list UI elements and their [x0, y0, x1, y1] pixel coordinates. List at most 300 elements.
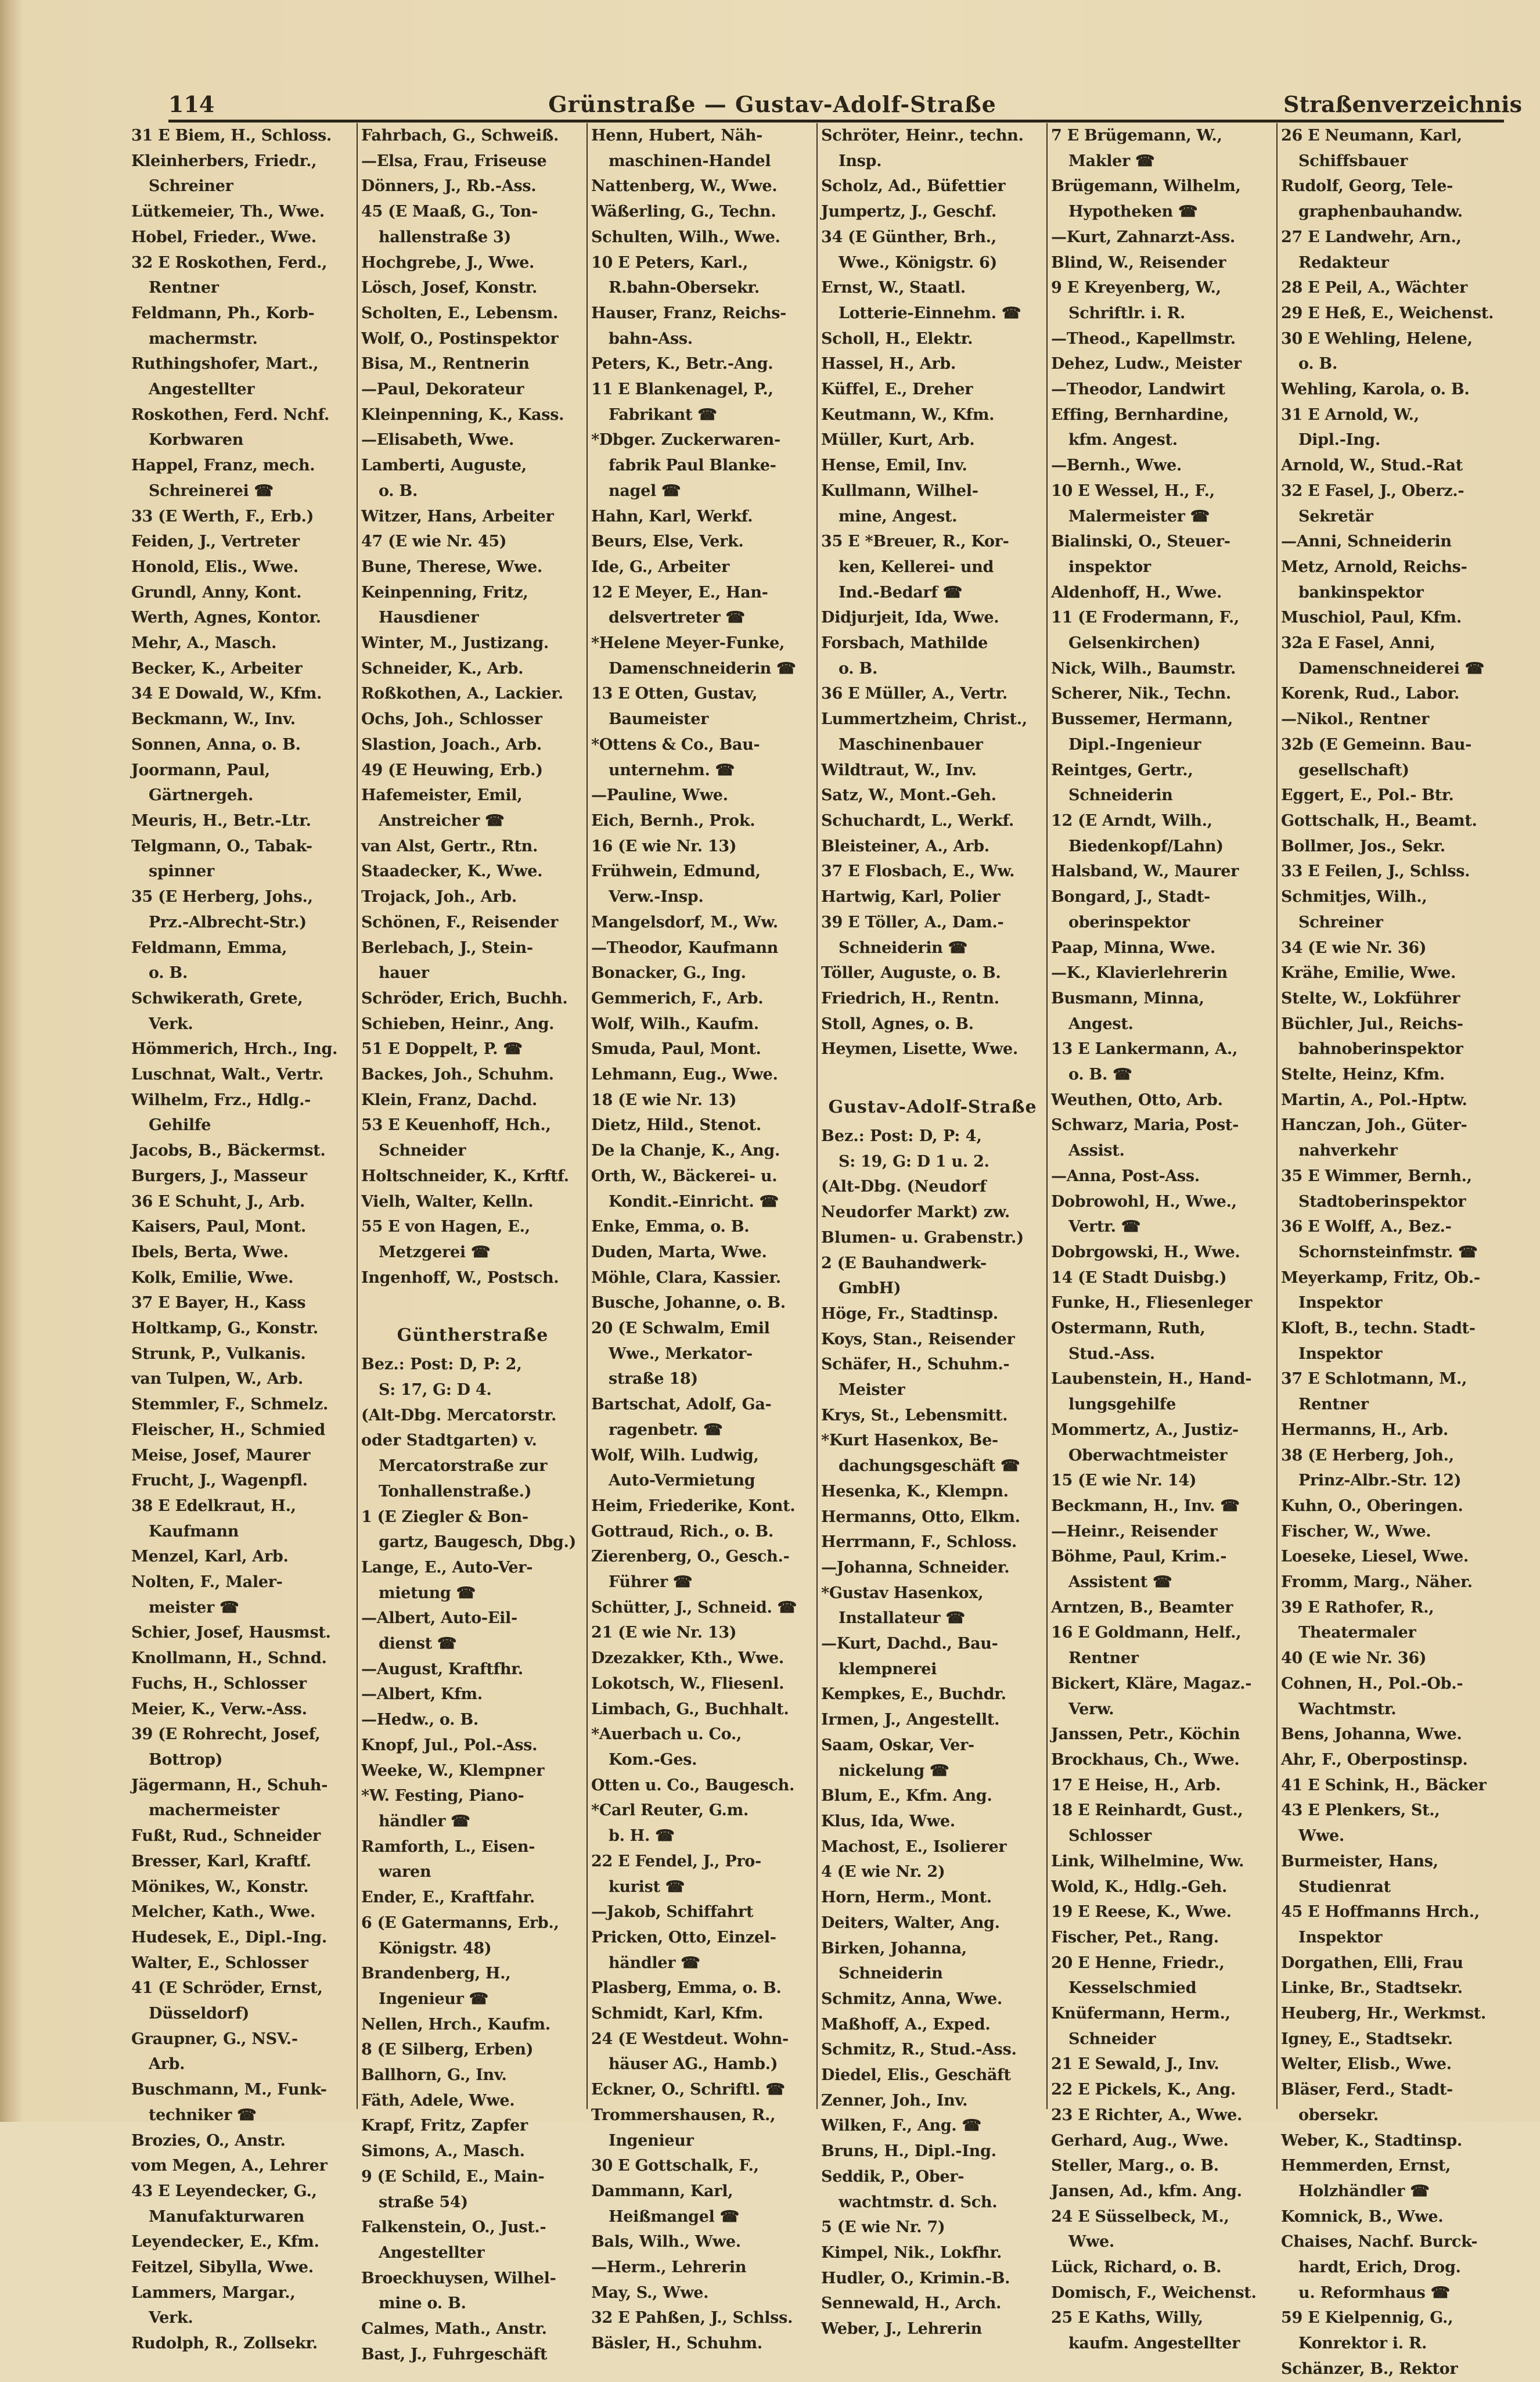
directory-entry: Wwe.	[1298, 1827, 1344, 1845]
directory-entry: 23 E Richter, A., Wwe.	[1051, 2106, 1243, 2124]
directory-entry: Fleischer, H., Schmied	[131, 1420, 325, 1439]
directory-entry: Berlebach, J., Stein-	[361, 938, 533, 957]
directory-entry: Bune, Therese, Wwe.	[361, 557, 542, 576]
directory-entry: Schröder, Erich, Buchh.	[361, 989, 568, 1008]
directory-entry: 17 E Heise, H., Arb.	[1051, 1776, 1221, 1794]
directory-entry: 1 (E Ziegler & Bon-	[361, 1507, 528, 1526]
directory-entry: 39 E Rathofer, R.,	[1281, 1598, 1434, 1617]
directory-entry: Krähe, Emilie, Wwe.	[1281, 964, 1456, 983]
directory-entry: Weber, K., Stadtinsp.	[1281, 2131, 1462, 2150]
directory-entry: inspektor	[1068, 557, 1151, 576]
directory-entry: Sennewald, H., Arch.	[821, 2294, 1002, 2313]
directory-entry: Stelte, Heinz, Kfm.	[1281, 1066, 1445, 1084]
directory-entry: Stadtoberinspektor	[1298, 1192, 1466, 1211]
directory-entry: —Heinr., Reisender	[1051, 1522, 1218, 1541]
directory-entry: Zenner, Joh., Inv.	[821, 2091, 968, 2110]
directory-entry: Chaises, Nachf. Burck-	[1281, 2233, 1478, 2251]
street-info-line: Neudorfer Markt) zw.	[821, 1203, 1010, 1222]
directory-entry: Dobrowohl, H., Wwe.,	[1051, 1192, 1237, 1211]
directory-entry: 31 E Biem, H., Schloss.	[131, 127, 332, 145]
directory-entry: 37 E Schlotmann, M.,	[1281, 1370, 1467, 1388]
directory-entry: Schneiderin ☎	[839, 938, 967, 957]
directory-entry: 30 E Gottschalk, F.,	[591, 2157, 759, 2175]
directory-entry: —Theodor, Landwirt	[1051, 380, 1225, 399]
directory-entry: Baumeister	[609, 710, 709, 729]
directory-entry: Ostermann, Ruth,	[1051, 1319, 1206, 1338]
directory-entry: Schwarz, Maria, Post-	[1051, 1116, 1239, 1135]
directory-entry: —K., Klavierlehrerin	[1051, 964, 1228, 983]
directory-entry: Hausdiener	[379, 609, 479, 627]
directory-entry: Ingenhoff, W., Postsch.	[361, 1268, 559, 1287]
directory-entry: GmbH)	[839, 1279, 901, 1298]
directory-entry: Kullmann, Wilhel-	[821, 481, 978, 500]
directory-column	[818, 123, 1048, 2338]
directory-entry: Krapf, Fritz, Zapfer	[361, 2117, 528, 2135]
directory-columns	[128, 123, 1510, 2378]
directory-entry: —Elsa, Frau, Friseuse	[361, 152, 547, 170]
directory-entry: Janssen, Petr., Köchin	[1051, 1725, 1240, 1744]
directory-entry: Oberwachtmeister	[1068, 1446, 1228, 1465]
directory-entry: Böhme, Paul, Krim.-	[1051, 1548, 1227, 1566]
directory-entry: 49 (E Heuwing, Erb.)	[361, 761, 543, 779]
directory-entry: 22 E Pickels, K., Ang.	[1051, 2081, 1236, 2099]
directory-entry: Mangelsdorf, M., Ww.	[591, 913, 778, 931]
directory-entry: Plasberg, Emma, o. B.	[591, 1979, 782, 1998]
directory-entry: Feitzel, Sibylla, Wwe.	[131, 2258, 314, 2277]
directory-entry: Martin, A., Pol.-Hptw.	[1281, 1091, 1467, 1109]
directory-entry: Assistent ☎	[1068, 1573, 1172, 1592]
directory-entry: Heim, Friederike, Kont.	[591, 1496, 796, 1515]
directory-entry: 22 E Fendel, J., Pro-	[591, 1852, 761, 1870]
directory-entry: nahverkehr	[1298, 1142, 1398, 1160]
directory-entry: Lütkemeier, Th., Wwe.	[131, 203, 325, 221]
directory-entry: Kaisers, Paul, Mont.	[131, 1218, 306, 1236]
directory-entry: Schäfer, H., Schuhm.-	[821, 1355, 1010, 1374]
directory-entry: —Theodor, Kaufmann	[591, 938, 778, 957]
directory-entry: Gärtnergeh.	[149, 786, 254, 805]
directory-entry: 32b (E Gemeinn. Bau-	[1281, 735, 1472, 754]
directory-entry: 33 (E Werth, F., Erb.)	[131, 507, 314, 526]
directory-entry: spinner	[149, 862, 214, 881]
directory-entry: Happel, Franz, mech.	[131, 456, 315, 475]
directory-entry: —Herm., Lehrerin	[591, 2258, 747, 2277]
directory-entry: Falkenstein, O., Just.-	[361, 2218, 546, 2237]
directory-entry: Wolf, Wilh. Ludwig,	[591, 1446, 759, 1465]
directory-entry: Maschinenbauer	[839, 735, 983, 754]
directory-entry: Lammers, Margar.,	[131, 2283, 296, 2302]
directory-entry: Höge, Fr., Stadtinsp.	[821, 1304, 998, 1323]
directory-entry: Hudler, O., Krimin.-B.	[821, 2269, 1010, 2287]
directory-entry: Meuris, H., Betr.-Ltr.	[131, 811, 311, 830]
directory-entry: Wilhelm, Frz., Hdlg.-	[131, 1091, 311, 1109]
directory-entry: Peters, K., Betr.-Ang.	[591, 355, 773, 373]
directory-entry: Kondit.-Einricht. ☎	[609, 1192, 779, 1211]
directory-entry: Jacobs, B., Bäckermst.	[131, 1142, 326, 1160]
directory-entry: 41 E Schink, H., Bäcker	[1281, 1776, 1487, 1794]
directory-entry: händler ☎	[379, 1812, 470, 1830]
directory-entry: Düsseldorf)	[149, 2005, 250, 2023]
street-info-line: Blumen- u. Grabenstr.)	[821, 1228, 1024, 1247]
directory-entry: Maßhoff, A., Exped.	[821, 2015, 991, 2034]
directory-entry: Paap, Minna, Wwe.	[1051, 938, 1215, 957]
directory-entry: kurist ☎	[609, 1877, 685, 1896]
directory-entry: Ahr, F., Oberpostinsp.	[1281, 1751, 1468, 1769]
directory-entry: 32 E Roskothen, Ferd.,	[131, 253, 328, 272]
directory-entry: Lamberti, Auguste,	[361, 456, 527, 475]
directory-entry: Meier, K., Verw.-Ass.	[131, 1700, 307, 1718]
directory-entry: Hauser, Franz, Reichs-	[591, 304, 787, 322]
directory-entry: 13 E Otten, Gustav,	[591, 685, 758, 703]
directory-entry: Installateur ☎	[839, 1609, 965, 1628]
directory-entry: van Tulpen, W., Arb.	[131, 1370, 303, 1388]
directory-entry: Hahn, Karl, Werkf.	[591, 507, 753, 526]
directory-entry: Scherer, Nik., Techn.	[1051, 685, 1232, 703]
directory-entry: 39 (E Rohrecht, Josef,	[131, 1725, 321, 1744]
directory-entry: Möhle, Clara, Kassier.	[591, 1268, 781, 1287]
directory-entry: Kloft, B., techn. Stadt-	[1281, 1319, 1476, 1338]
directory-entry: ragenbetr. ☎	[609, 1420, 723, 1439]
directory-entry: Trommershausen, R.,	[591, 2106, 776, 2124]
directory-entry: 33 E Feilen, J., Schlss.	[1281, 862, 1470, 881]
directory-entry: Schier, Josef, Hausmst.	[131, 1624, 331, 1642]
directory-entry: mietung ☎	[379, 1584, 476, 1602]
directory-entry: Wachtmstr.	[1298, 1700, 1397, 1718]
directory-entry: Auto-Vermietung	[609, 1471, 755, 1490]
directory-entry: Fuchs, H., Schlosser	[131, 1674, 307, 1693]
directory-entry: Schornsteinfmstr. ☎	[1298, 1243, 1478, 1261]
directory-entry: *Dbger. Zuckerwaren-	[591, 431, 780, 449]
directory-entry: bahn-Ass.	[609, 329, 693, 348]
directory-entry: 24 E Süsselbeck, M.,	[1051, 2207, 1229, 2226]
directory-entry: kaufm. Angestellter	[1068, 2334, 1240, 2353]
directory-entry: techniker ☎	[149, 2106, 257, 2124]
directory-entry: Kesselschmied	[1068, 1979, 1197, 1998]
directory-entry: Lehmann, Eug., Wwe.	[591, 1066, 778, 1084]
directory-entry: Kuhn, O., Oberingen.	[1281, 1496, 1463, 1515]
directory-entry: Loeseke, Liesel, Wwe.	[1281, 1548, 1469, 1566]
directory-entry: Büchler, Jul., Reichs-	[1281, 1014, 1463, 1033]
directory-entry: 34 E Dowald, W., Kfm.	[131, 685, 322, 703]
directory-entry: Arnold, W., Stud.-Rat	[1281, 456, 1463, 475]
directory-entry: maschinen-Handel	[609, 152, 771, 170]
spacer	[821, 1062, 1044, 1080]
spacer	[361, 1290, 584, 1308]
directory-entry: Link, Wilhelmine, Ww.	[1051, 1852, 1244, 1870]
street-info-line: (Alt-Dbg. (Neudorf	[821, 1178, 987, 1196]
page-header	[168, 85, 1523, 123]
directory-entry: Brozies, O., Anstr.	[131, 2131, 286, 2150]
directory-entry: Melcher, Kath., Wwe.	[131, 1903, 316, 1922]
page-number: 114	[168, 91, 215, 117]
directory-entry: 4 (E wie Nr. 2)	[821, 1863, 945, 1881]
directory-entry: 6 (E Gatermanns, Erb.,	[361, 1913, 559, 1932]
directory-entry: 36 E Wolff, A., Bez.-	[1281, 1218, 1452, 1236]
directory-entry: Manufakturwaren	[149, 2207, 305, 2226]
directory-entry: van Alst, Gertr., Rtn.	[361, 837, 538, 855]
directory-entry: Mehr, A., Masch.	[131, 634, 277, 653]
directory-entry: 37 E Bayer, H., Kass	[131, 1294, 306, 1312]
directory-entry: Werth, Agnes, Kontor.	[131, 609, 321, 627]
directory-entry: Schlosser	[1068, 1827, 1152, 1845]
directory-entry: Schreinerei ☎	[149, 481, 274, 500]
directory-entry: 35 (E Herberg, Johs.,	[131, 888, 313, 906]
directory-entry: —Paul, Dekorateur	[361, 380, 524, 399]
directory-column	[128, 123, 358, 2353]
directory-entry: —Theod., Kapellmstr.	[1051, 329, 1236, 348]
directory-entry: Bläser, Ferd., Stadt-	[1281, 2081, 1453, 2099]
directory-entry: Schneider	[1068, 2030, 1156, 2048]
directory-entry: Scholten, E., Lebensm.	[361, 304, 559, 322]
directory-entry: Kom.-Ges.	[609, 1751, 697, 1769]
directory-entry: Schmitz, Anna, Wwe.	[821, 1989, 1002, 2008]
directory-entry: Funke, H., Fliesenleger	[1051, 1294, 1253, 1312]
directory-entry: Bleisteiner, A., Arb.	[821, 837, 990, 855]
directory-entry: Korenk, Rud., Labor.	[1281, 685, 1460, 703]
directory-entry: Enke, Emma, o. B.	[591, 1218, 750, 1236]
directory-entry: delsvertreter ☎	[609, 609, 745, 627]
directory-entry: 43 E Plenkers, St.,	[1281, 1801, 1440, 1820]
directory-entry: Ballhorn, G., Inv.	[361, 2066, 507, 2085]
directory-entry: machermeister	[149, 1801, 279, 1820]
directory-entry: Inspektor	[1298, 1294, 1383, 1312]
directory-entry: Lummertzheim, Christ.,	[821, 710, 1027, 729]
directory-entry: Rudolph, R., Zollsekr.	[131, 2334, 318, 2353]
directory-entry: o. B.	[839, 659, 878, 678]
directory-entry: Meister	[839, 1381, 905, 1399]
directory-entry: Schmidt, Karl, Kfm.	[591, 2005, 764, 2023]
directory-entry: Hanczan, Joh., Güter-	[1281, 1116, 1467, 1135]
directory-entry: Pricken, Otto, Einzel-	[591, 1928, 776, 1946]
directory-entry: Dobrgowski, H., Wwe.	[1051, 1243, 1240, 1261]
directory-entry: 28 E Peil, A., Wächter	[1281, 279, 1467, 297]
directory-entry: Hesenka, K., Klempn.	[821, 1482, 1009, 1501]
directory-entry: Damenschneiderin ☎	[609, 659, 796, 678]
directory-entry: 2 (E Bauhandwerk-	[821, 1254, 987, 1272]
directory-entry: Arntzen, B., Beamter	[1051, 1598, 1233, 1617]
directory-entry: Effing, Bernhardine,	[1051, 405, 1229, 424]
directory-entry: Didjurjeit, Ida, Wwe.	[821, 609, 999, 627]
directory-entry: Zierenberg, O., Gesch.-	[591, 1548, 790, 1566]
directory-entry: Simons, A., Masch.	[361, 2142, 525, 2161]
directory-entry: Bens, Johanna, Wwe.	[1281, 1725, 1462, 1744]
section-title: Straßenverzeichnis	[1283, 91, 1523, 117]
directory-entry: Witzer, Hans, Arbeiter	[361, 507, 554, 526]
directory-entry: oberinspektor	[1068, 913, 1190, 931]
directory-entry: Wwe., Königstr. 6)	[839, 253, 997, 272]
directory-entry: Ingenieur	[609, 2131, 694, 2150]
directory-entry: Bialinski, O., Steuer-	[1051, 532, 1230, 551]
directory-entry: Gottschalk, H., Beamt.	[1281, 811, 1477, 830]
directory-entry: fabrik Paul Blanke-	[609, 456, 776, 475]
directory-entry: 12 (E Arndt, Wilh.,	[1051, 811, 1212, 830]
directory-entry: 18 E Reinhardt, Gust.,	[1051, 1801, 1243, 1820]
directory-entry: —August, Kraftfhr.	[361, 1660, 523, 1678]
directory-entry: 40 (E wie Nr. 36)	[1281, 1649, 1427, 1668]
directory-entry: Hochgrebe, J., Wwe.	[361, 253, 535, 272]
directory-entry: Klein, Franz, Dachd.	[361, 1091, 538, 1109]
directory-entry: Koys, Stan., Reisender	[821, 1330, 1015, 1348]
directory-entry: Dammann, Karl,	[591, 2182, 733, 2200]
directory-entry: Saam, Oskar, Ver-	[821, 1736, 974, 1754]
directory-entry: Holtkamp, G., Konstr.	[131, 1319, 319, 1338]
directory-entry: 20 E Henne, Friedr.,	[1051, 1953, 1225, 1972]
directory-entry: Kaufmann	[149, 1522, 239, 1541]
directory-entry: Mönikes, W., Konstr.	[131, 1877, 309, 1896]
directory-entry: Eckner, O., Schriftl. ☎	[591, 2081, 785, 2099]
directory-entry: Backes, Joh., Schuhm.	[361, 1066, 554, 1084]
directory-entry: Bonacker, G., Ing.	[591, 964, 746, 983]
directory-entry: 10 E Peters, Karl.,	[591, 253, 749, 272]
directory-entry: bankinspektor	[1298, 583, 1424, 602]
directory-entry: Luschnat, Walt., Vertr.	[131, 1066, 324, 1084]
directory-entry: 39 E Töller, A., Dam.-	[821, 913, 1004, 931]
directory-entry: Gerhard, Aug., Wwe.	[1051, 2131, 1229, 2150]
directory-entry: Leyendecker, E., Kfm.	[131, 2233, 319, 2251]
directory-entry: —Kurt, Dachd., Bau-	[821, 1635, 998, 1653]
directory-entry: Gottraud, Rich., o. B.	[591, 1522, 773, 1541]
directory-entry: 8 (E Silberg, Erben)	[361, 2041, 534, 2059]
directory-entry: Schwikerath, Grete,	[131, 989, 303, 1008]
directory-column	[588, 123, 818, 2353]
directory-entry: —Jakob, Schiffahrt	[591, 1903, 754, 1922]
directory-entry: Roßkothen, A., Lackier.	[361, 685, 563, 703]
directory-entry: 37 E Flosbach, E., Ww.	[821, 862, 1015, 881]
directory-entry: 24 (E Westdeut. Wohn-	[591, 2030, 789, 2048]
directory-entry: Jansen, Ad., kfm. Ang.	[1051, 2182, 1242, 2200]
directory-entry: Assist.	[1068, 1142, 1125, 1160]
directory-entry: b. H. ☎	[609, 1827, 675, 1845]
directory-entry: Korbwaren	[149, 431, 244, 449]
directory-entry: Bartschat, Adolf, Ga-	[591, 1395, 772, 1414]
directory-entry: 36 E Schuht, J., Arb.	[131, 1192, 305, 1211]
directory-entry: Meise, Josef, Maurer	[131, 1446, 311, 1465]
directory-entry: 9 E Kreyenberg, W.,	[1051, 279, 1221, 297]
directory-entry: Nolten, F., Maler-	[131, 1573, 283, 1592]
directory-entry: lungsgehilfe	[1068, 1395, 1176, 1414]
directory-entry: Irmen, J., Angestellt.	[821, 1711, 1000, 1729]
directory-entry: Laubenstein, H., Hand-	[1051, 1370, 1252, 1388]
directory-entry: Gehilfe	[149, 1116, 211, 1135]
directory-entry: dienst ☎	[379, 1635, 457, 1653]
directory-entry: Busmann, Minna,	[1051, 989, 1204, 1008]
directory-entry: Hypotheken ☎	[1068, 203, 1198, 221]
directory-entry: Brandenberg, H.,	[361, 1964, 511, 1983]
directory-entry: Gelsenkirchen)	[1068, 634, 1201, 653]
directory-entry: kfm. Angest.	[1068, 431, 1178, 449]
directory-entry: Hermanns, Otto, Elkm.	[821, 1507, 1020, 1526]
directory-entry: Schönen, F., Reisender	[361, 913, 559, 931]
street-heading: Güntherstraße	[397, 1325, 549, 1346]
directory-entry: Ingenieur ☎	[379, 1989, 488, 2008]
directory-entry: Knollmann, H., Schnd.	[131, 1649, 327, 1668]
directory-entry: Heißmangel ☎	[609, 2207, 739, 2226]
directory-entry: Rudolf, Georg, Tele-	[1281, 177, 1453, 196]
directory-entry: Hobel, Frieder., Wwe.	[131, 228, 316, 246]
directory-entry: 55 E von Hagen, E.,	[361, 1218, 530, 1236]
directory-entry: gartz, Baugesch, Dbg.)	[379, 1533, 577, 1552]
directory-entry: Weeke, W., Klempner	[361, 1761, 545, 1780]
directory-entry: Nellen, Hrch., Kaufm.	[361, 2015, 550, 2034]
directory-entry: Burmeister, Hans,	[1281, 1852, 1438, 1870]
directory-entry: 32a E Fasel, Anni,	[1281, 634, 1435, 653]
directory-entry: 32 E Pahßen, J., Schlss.	[591, 2309, 793, 2327]
directory-entry: Schreiner	[149, 177, 233, 196]
directory-entry: 11 E Blankenagel, P.,	[591, 380, 773, 399]
directory-entry: 5 (E wie Nr. 7)	[821, 2218, 945, 2237]
directory-entry: hallenstraße 3)	[379, 228, 511, 246]
directory-entry: Sonnen, Anna, o. B.	[131, 735, 301, 754]
directory-entry: Calmes, Math., Anstr.	[361, 2320, 547, 2338]
directory-entry: 20 (E Schwalm, Emil	[591, 1319, 770, 1338]
directory-entry: 11 (E Frodermann, F.,	[1051, 609, 1240, 627]
directory-entry: Telgmann, O., Tabak-	[131, 837, 312, 855]
directory-entry: Brügemann, Wilhelm,	[1051, 177, 1241, 196]
directory-entry: —Nikol., Rentner	[1281, 710, 1430, 729]
directory-entry: Damenschneiderei ☎	[1298, 659, 1484, 678]
directory-entry: dachungsgeschäft ☎	[839, 1457, 1020, 1476]
directory-entry: Stelte, W., Lokführer	[1281, 989, 1460, 1008]
directory-entry: Cohnen, H., Pol.-Ob.-	[1281, 1674, 1463, 1693]
directory-entry: 7 E Brügemann, W.,	[1051, 127, 1222, 145]
directory-entry: Jägermann, H., Schuh-	[131, 1776, 328, 1794]
directory-entry: 38 E Edelkraut, H.,	[131, 1496, 296, 1515]
directory-entry: Lotterie-Einnehm. ☎	[839, 304, 1021, 322]
directory-entry: Schreiner	[1298, 913, 1383, 931]
directory-entry: Honold, Elis., Wwe.	[131, 557, 299, 576]
directory-entry: Keinpenning, Fritz,	[361, 583, 528, 602]
directory-entry: May, S., Wwe.	[591, 2283, 709, 2302]
directory-entry: 45 E Hoffmanns Hrch.,	[1281, 1903, 1480, 1922]
directory-entry: Becker, K., Arbeiter	[131, 659, 303, 678]
directory-entry: Duden, Marta, Wwe.	[591, 1243, 767, 1261]
directory-entry: Friedrich, H., Rentn.	[821, 989, 999, 1008]
directory-entry: Mommertz, A., Justiz-	[1051, 1420, 1239, 1439]
directory-entry: *Carl Reuter, G.m.	[591, 1801, 749, 1820]
directory-entry: o. B.	[1298, 355, 1338, 373]
directory-entry: Heuberg, Hr., Werkmst.	[1281, 2005, 1487, 2023]
directory-entry: Theatermaler	[1298, 1624, 1416, 1642]
directory-entry: Wwe.	[1068, 2233, 1114, 2251]
directory-entry: gesellschaft)	[1298, 761, 1409, 779]
directory-entry: Bast, J., Fuhrgeschäft	[361, 2345, 548, 2363]
directory-entry: Komnick, B., Wwe.	[1281, 2207, 1444, 2226]
street-heading: Gustav-Adolf-Straße	[828, 1097, 1037, 1118]
directory-entry: 9 (E Schild, E., Main-	[361, 2167, 545, 2186]
directory-entry: Winter, M., Justizang.	[361, 634, 549, 653]
directory-entry: —Hedw., o. B.	[361, 1711, 478, 1729]
street-info-line: oder Stadtgarten) v.	[361, 1431, 537, 1450]
directory-entry: Angest.	[1068, 1014, 1134, 1033]
directory-entry: 51 E Doppelt, P. ☎	[361, 1040, 523, 1059]
directory-entry: Feiden, J., Vertreter	[131, 532, 300, 551]
directory-entry: Grundl, Anny, Kont.	[131, 583, 302, 602]
directory-entry: Wehling, Karola, o. B.	[1281, 380, 1470, 399]
directory-entry: o. B.	[379, 481, 418, 500]
directory-entry: Eggert, E., Pol.- Btr.	[1281, 786, 1454, 805]
directory-entry: Forsbach, Mathilde	[821, 634, 988, 653]
directory-entry: Buschmann, M., Funk-	[131, 2081, 327, 2099]
directory-entry: Otten u. Co., Baugesch.	[591, 1776, 795, 1794]
directory-entry: Anstreicher ☎	[379, 811, 505, 830]
directory-entry: Makler ☎	[1068, 152, 1155, 170]
directory-entry: Fahrbach, G., Schweiß.	[361, 127, 559, 145]
directory-entry: —Johanna, Schneider.	[821, 1558, 1010, 1577]
directory-entry: Welter, Elisb., Wwe.	[1281, 2055, 1452, 2074]
directory-entry: u. Reformhaus ☎	[1298, 2283, 1450, 2302]
directory-entry: Schmitz, R., Stud.-Ass.	[821, 2041, 1017, 2059]
directory-entry: De la Chanje, K., Ang.	[591, 1142, 780, 1160]
directory-entry: Kolk, Emilie, Wwe.	[131, 1268, 294, 1287]
